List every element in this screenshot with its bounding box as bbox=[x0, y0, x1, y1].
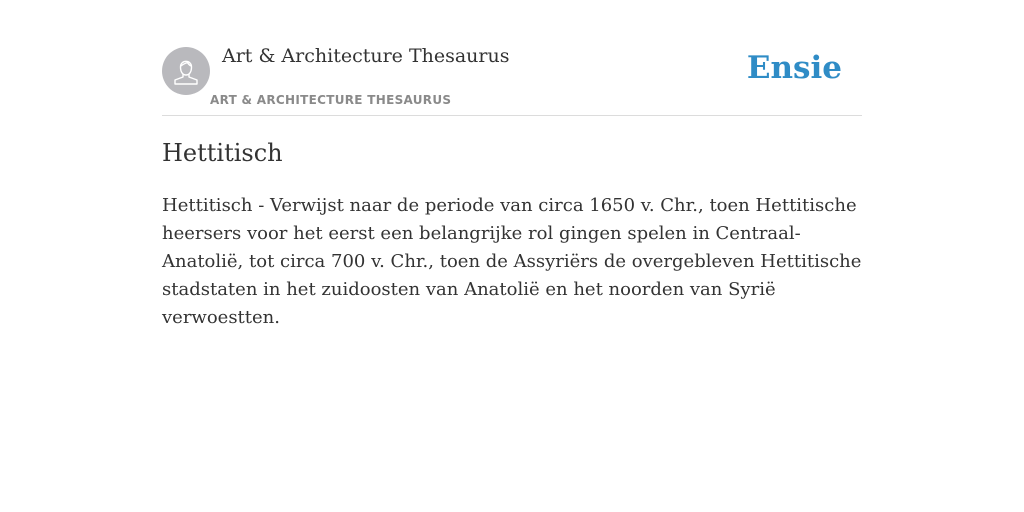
user-placeholder-icon bbox=[162, 47, 210, 95]
source-label[interactable]: ART & ARCHITECTURE THESAURUS bbox=[210, 93, 452, 107]
article-header bbox=[162, 0, 862, 116]
author-name[interactable]: Art & Architecture Thesaurus bbox=[222, 45, 510, 67]
author-avatar[interactable] bbox=[162, 47, 210, 95]
brand-logo[interactable]: Ensie bbox=[746, 50, 842, 86]
article-title: Hettitisch bbox=[162, 139, 283, 167]
article-body: Hettitisch - Verwijst naar de periode van circa 1650 v. Chr., toen Hettitische heersers voor het eerst een belangrijke rol gingen spelen in Centraal-Anatolië, tot circa 700 v. Chr., toen de Assyriërs de overgebleven Hettitische stadstaten in het zuidoosten van Anatolië en het noorden van Syrië verwoestten. bbox=[162, 195, 862, 328]
